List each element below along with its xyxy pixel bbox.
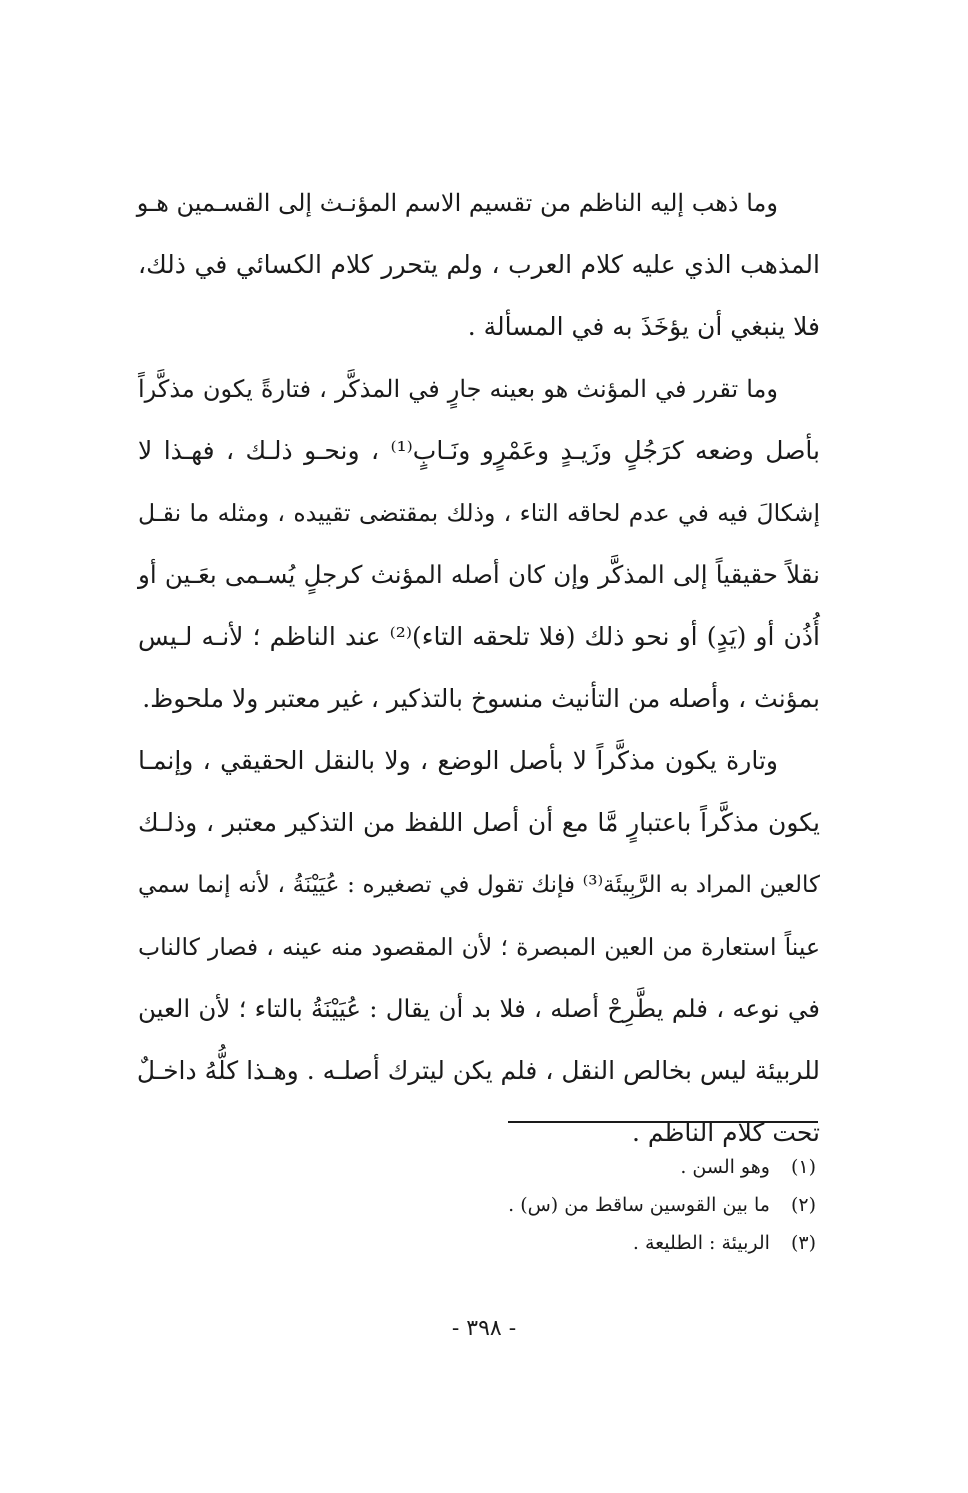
text-line: كالعين المراد به الرَّبِيئَة⁽³⁾ فإنك تقول في تصغيره : عُيَيْنَةُ ، لأنه إنما سمي bbox=[138, 872, 821, 898]
footnote-number: (٣) bbox=[790, 1232, 816, 1254]
text-line: أُذُن أو (يَدٍ) أو نحو ذلك (فلا تلحقه التاء)⁽²⁾ عند الناظم ؛ لأنـه لـيس bbox=[138, 622, 820, 651]
footnote-text: وهو السن . bbox=[680, 1156, 770, 1178]
text-line: وما تقرر في المؤنث هو بعينه جارٍ في المذكَّر ، فتارةً يكون مذكَّراً bbox=[138, 375, 778, 403]
footnotes bbox=[316, 1148, 816, 1262]
footnote-text: الربيئة : الطليعة . bbox=[632, 1232, 770, 1254]
text-line: فلا ينبغي أن يؤخَذَ به في المسألة . bbox=[467, 312, 820, 341]
text-line: عيناً استعارة من العين المبصرة ؛ لأن المقصود منه عينه ، فصار كالناب bbox=[138, 933, 820, 961]
footnote-item bbox=[316, 1148, 816, 1186]
text-line: وما ذهب إليه الناظم من تقسيم الاسم المؤنـث إلى القسـمين هـو bbox=[136, 189, 778, 217]
text-line: في نوعه ، فلم يطَّرِحْ أصله ، فلا بد أن يقال : عُيَيْنَةُ بالتاء ؛ لأن العين bbox=[138, 994, 820, 1023]
text-line: تحت كلام الناظم . bbox=[632, 1118, 820, 1147]
text-line: وتارة يكون مذكَّراً لا بأصل الوضع ، ولا بالنقل الحقيقي ، وإنمـا bbox=[138, 746, 778, 775]
text-line: المذهب الذي عليه كلام العرب ، ولم يتحرر كلام الكسائي في ذلك، bbox=[138, 250, 820, 279]
main-text bbox=[138, 172, 820, 1164]
text-line: للربيئة ليس بخالص النقل ، فلم يكن ليترك أصلـه . وهـذا كلُّهُ داخـلٌ bbox=[136, 1056, 820, 1085]
page-number: - ٣٩٨ - bbox=[451, 1316, 517, 1341]
footnote-separator bbox=[508, 1121, 818, 1123]
text-line: يكون مذكَّراً باعتبارٍ مَّا مع أن أصل اللفظ من التذكير معتبر ، وذلـك bbox=[138, 808, 820, 837]
paragraph-3 bbox=[138, 730, 820, 1164]
paragraph-1 bbox=[138, 172, 820, 358]
footnote-number: (١) bbox=[790, 1156, 816, 1178]
text-line: إشكالَ فيه في عدم لحاقه التاء ، وذلك بمقتضى تقييده ، ومثله ما نقـل bbox=[138, 499, 820, 527]
text-line: نقلاً حقيقياً إلى المذكَّر وإن كان أصله المؤنث كرجلٍ يُسـمى بعَـين أو bbox=[138, 560, 820, 589]
footnote-item bbox=[316, 1186, 816, 1224]
footnote-number: (٢) bbox=[790, 1194, 816, 1216]
text-line: بمؤنث ، وأصله من التأنيث منسوخ بالتذكير ، غير معتبر ولا ملحوظ. bbox=[142, 684, 820, 713]
paragraph-2 bbox=[138, 358, 820, 730]
footnote-text: ما بين القوسين ساقط من (س) . bbox=[508, 1194, 770, 1216]
footnote-item bbox=[316, 1224, 816, 1262]
text-line: بأصل وضعه كرَجُلٍ وزَيـدٍ وعَمْرٍو ونَـابٍ⁽¹⁾ ، ونحـو ذلـك ، فهـذا لا bbox=[138, 436, 820, 465]
